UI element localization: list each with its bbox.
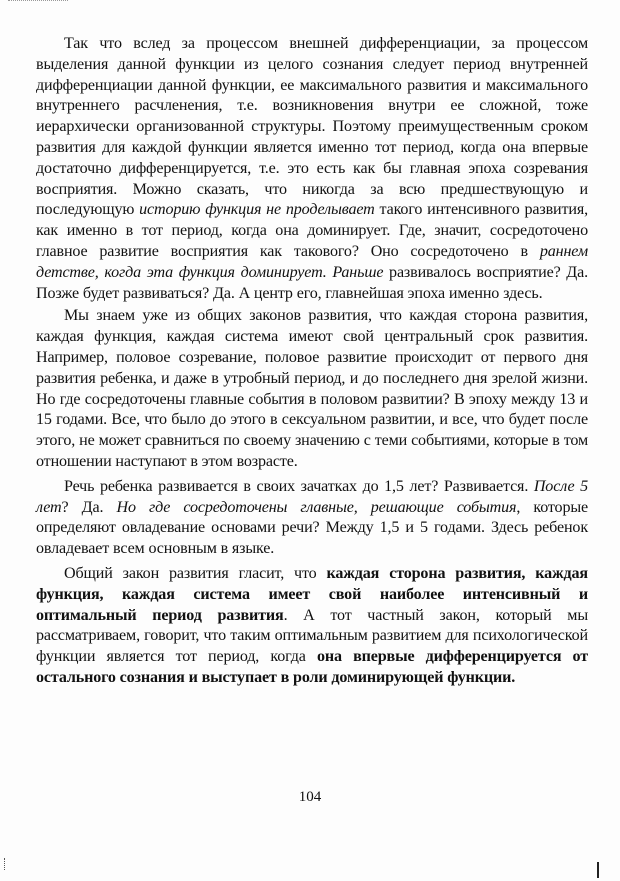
italic-run: После 5 лет	[36, 477, 588, 516]
page-number: 104	[298, 789, 322, 805]
italic-run: раннем детстве, когда эта функция доминирует. Раньше	[36, 242, 588, 281]
text-run: такого интенсивного развития, как именно в тот период, когда она доминирует. Где, значит, сосредоточено главное развитие восприятия как такового? Оно сосредоточено в	[36, 201, 588, 260]
bold-run: каждая сторона развития, каждая функция, каждая система имеет свой наиболее интенсивный и оптимальный период развития	[36, 564, 588, 624]
scan-artifact-left	[4, 858, 6, 870]
bold-run: она впервые дифференцируется от остального сознания и выступает в роли доминирующей функции.	[36, 648, 588, 686]
scan-artifact-right	[597, 862, 599, 878]
text-run: Общий закон развития гласит, что	[64, 564, 327, 582]
paragraph-2	[36, 306, 588, 472]
text-run: развивалось восприятие? Да. Позже будет развиваться? Да. А центр его, главнейшая эпоха именно здесь.	[36, 263, 588, 302]
text-run: Так что вслед за процессом внешней дифференциации, за процессом выделения данной функции из целого сознания следует период внутренней дифференциации данной функции, ее максимального развития и максимального внутреннего расчленения, т.е. возникновения внутри ее сложной, тоже иерархически организованной структуры. Поэтому преимущественным сроком развития для каждой функции является именно тот период, когда она впервые достаточно дифференцируется, т.е. это есть как бы главная эпоха созревания восприятия. Можно сказать, что никогда за всю предшествующую и последующую	[36, 35, 588, 219]
body-text	[36, 34, 588, 689]
italic-run: Но где сосредоточены главные, решающие события	[116, 498, 517, 516]
italic-run: историю функция не проделывает	[139, 201, 375, 219]
text-run: . А тот частный закон, который мы рассматриваем, говорит, что таким оптимальным развитием для психологической функции является тот период, когда	[36, 606, 588, 666]
paragraph-3	[36, 477, 588, 560]
text-run: ? Да.	[61, 498, 117, 516]
scan-artifact-top	[8, 0, 68, 3]
paragraph-4	[36, 564, 588, 689]
text-run: Речь ребенка развивается в своих зачатках до 1,5 лет? Развивается.	[64, 477, 534, 495]
text-run: , которые определяют овладевание основами речи? Между 1,5 и 5 годами. Здесь ребенок овладевает всем основным в языке.	[36, 498, 589, 558]
text-run: Мы знаем уже из общих законов развития, что каждая сторона развития, каждая функция, каждая система имеют свой центральный срок развития. Например, половое созревание, половое развитие происходит от первого дня развития ребенка, и даже в утробный период, и до последнего дня зрелой жизни. Но где сосредоточены главные события в половом развитии? В эпоху между 13 и 15 годами. Все, что было до этого в сексуальном развитии, и все, что будет после этого, не может сравниться по своему значению с теми событиями, которые в том отношении наступают в этом возрасте.	[36, 307, 588, 470]
paragraph-1	[36, 34, 588, 304]
